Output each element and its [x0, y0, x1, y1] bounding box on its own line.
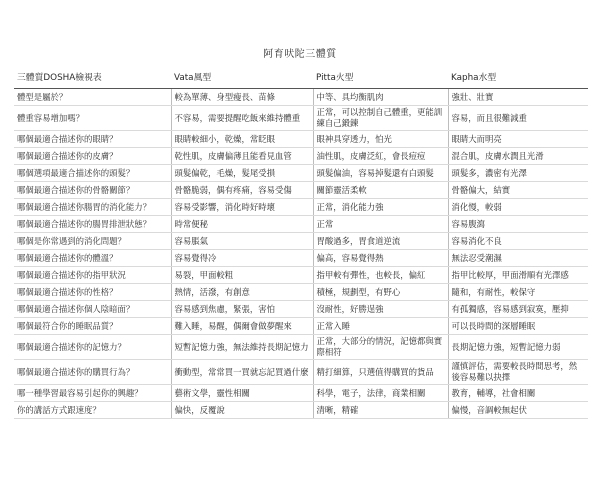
cell-kapha: 無法忍受潮濕	[448, 250, 588, 267]
table-row	[14, 335, 588, 360]
cell-question: 哪個是你常遇到的消化問題？	[14, 233, 171, 250]
cell-vata: 時常便秘	[171, 216, 313, 233]
table-row	[14, 318, 588, 335]
cell-kapha: 容易，而且很難減重	[448, 106, 588, 131]
table-row	[14, 199, 588, 216]
cell-pitta: 沒耐性，好勝逞強	[313, 301, 448, 318]
cell-pitta: 正常入睡	[313, 318, 448, 335]
cell-pitta: 正常，大部分的情況，記憶都與實際相符	[313, 335, 448, 360]
cell-kapha: 混合肌，皮膚水潤且光滑	[448, 148, 588, 165]
table-row	[14, 250, 588, 267]
cell-pitta: 偏高，容易覺得熱	[313, 250, 448, 267]
cell-kapha: 有孤獨感，容易感到寂寞，壓抑	[448, 301, 588, 318]
table-row	[14, 216, 588, 233]
cell-question: 哪個最適合描述你的性格？	[14, 284, 171, 301]
cell-pitta: 正常，消化能力強	[313, 199, 448, 216]
cell-kapha: 容易消化不良	[448, 233, 588, 250]
cell-kapha: 眼睛大而明亮	[448, 131, 588, 148]
cell-vata: 容易感到焦慮，緊張，害怕	[171, 301, 313, 318]
page-title: 阿育吠陀三體質	[263, 49, 337, 60]
cell-question: 哪一種學習最容易引起你的興趣？	[14, 385, 171, 402]
cell-question: 你的講話方式跟速度？	[14, 402, 171, 419]
cell-question: 體型是屬於？	[14, 89, 171, 106]
cell-question: 哪個最適合描述你的骨骼關節？	[14, 182, 171, 199]
cell-vata: 眼睛較細小，乾燥，常眨眼	[171, 131, 313, 148]
table-row	[14, 89, 588, 106]
header-question: 三體質DOSHA檢視表	[14, 64, 171, 89]
cell-kapha: 隨和，有耐性，較保守	[448, 284, 588, 301]
cell-question: 哪個最適合描述你的腸胃排泄狀態？	[14, 216, 171, 233]
cell-pitta: 關節靈活柔軟	[313, 182, 448, 199]
cell-question: 哪個最適合描述你的指甲狀況	[14, 267, 171, 284]
dosha-table	[14, 64, 588, 419]
table-row	[14, 182, 588, 199]
cell-kapha: 指甲比較厚，甲面滑順有光澤感	[448, 267, 588, 284]
cell-vata: 偏快，反覆說	[171, 402, 313, 419]
cell-kapha: 容易腹瀉	[448, 216, 588, 233]
cell-question: 哪個最適合描述你腸胃的消化能力？	[14, 199, 171, 216]
cell-pitta: 積極，規劃型，有野心	[313, 284, 448, 301]
cell-pitta: 眼神具穿透力，怕光	[313, 131, 448, 148]
table-row	[14, 106, 588, 131]
cell-vata: 較為單薄、身型瘦長、苗條	[171, 89, 313, 106]
table-row	[14, 267, 588, 284]
header-kapha: Kapha水型	[448, 64, 588, 89]
table-row	[14, 131, 588, 148]
cell-kapha: 頭髮多，濃密有光澤	[448, 165, 588, 182]
cell-kapha: 可以長時間的深層睡眠	[448, 318, 588, 335]
table-row	[14, 148, 588, 165]
cell-pitta: 正常，可以控制自己體重，更能訓練自己鍛鍊	[313, 106, 448, 131]
cell-pitta: 油性肌，皮膚泛紅，會長痘痘	[313, 148, 448, 165]
table-row	[14, 165, 588, 182]
cell-vata: 難入睡，易醒，偶爾會做夢醒來	[171, 318, 313, 335]
cell-kapha: 長期記憶力強，短暫記憶力弱	[448, 335, 588, 360]
cell-question: 哪個最適合描述你的體溫？	[14, 250, 171, 267]
cell-kapha: 謹慎評估，需要較長時間思考，然後容易難以抉擇	[448, 360, 588, 385]
cell-pitta: 精打細算，只選值得購買的貨品	[313, 360, 448, 385]
cell-vata: 容易覺得冷	[171, 250, 313, 267]
table-row	[14, 301, 588, 318]
cell-vata: 衝動型，常常買一買就忘記買過什麼	[171, 360, 313, 385]
cell-kapha: 骨骼偏大，結實	[448, 182, 588, 199]
cell-pitta: 胃酸過多，胃食道逆流	[313, 233, 448, 250]
cell-question: 哪個最符合你的睡眠品質？	[14, 318, 171, 335]
header-pitta: Pitta火型	[313, 64, 448, 89]
cell-vata: 容易脹氣	[171, 233, 313, 250]
cell-pitta: 清晰，精確	[313, 402, 448, 419]
cell-vata: 不容易，需要提醒吃飯來維持體重	[171, 106, 313, 131]
cell-kapha: 偏慢，音調較無起伏	[448, 402, 588, 419]
cell-question: 哪個最適合描述你的購買行為？	[14, 360, 171, 385]
cell-kapha: 強壯、壯實	[448, 89, 588, 106]
cell-vata: 易裂，甲面較粗	[171, 267, 313, 284]
cell-vata: 熱情，活潑，有創意	[171, 284, 313, 301]
cell-vata: 短暫記憶力強，無法維持長期記憶力	[171, 335, 313, 360]
cell-pitta: 正常	[313, 216, 448, 233]
cell-pitta: 頭髮偏油，容易掉髮還有白頭髮	[313, 165, 448, 182]
table-row	[14, 402, 588, 419]
cell-vata: 容易受影響，消化時好時壞	[171, 199, 313, 216]
table-row	[14, 233, 588, 250]
header-row	[14, 64, 588, 89]
cell-kapha: 教育，輔導，社會相關	[448, 385, 588, 402]
cell-vata: 乾性肌，皮膚偏薄且能看見血管	[171, 148, 313, 165]
table-row	[14, 284, 588, 301]
cell-pitta: 中等、具均衡肌肉	[313, 89, 448, 106]
cell-question: 體重容易增加嗎？	[14, 106, 171, 131]
table-row	[14, 385, 588, 402]
cell-kapha: 消化慢，較弱	[448, 199, 588, 216]
header-vata: Vata風型	[171, 64, 313, 89]
cell-question: 哪個最適合描述你個人陰暗面？	[14, 301, 171, 318]
cell-pitta: 指甲較有彈性，也較長，偏紅	[313, 267, 448, 284]
cell-question: 哪個選項最適合描述你的頭髮？	[14, 165, 171, 182]
cell-vata: 頭髮偏乾，毛燥，髮尾受損	[171, 165, 313, 182]
cell-pitta: 科學，電子，法律，商業相關	[313, 385, 448, 402]
cell-vata: 骨骼脆弱，偶有疼痛，容易受傷	[171, 182, 313, 199]
cell-question: 哪個最適合描述你的皮膚？	[14, 148, 171, 165]
cell-question: 哪個最適合描述你的記憶力？	[14, 335, 171, 360]
cell-vata: 藝術文學，靈性相關	[171, 385, 313, 402]
table-row	[14, 360, 588, 385]
cell-question: 哪個最適合描述你的眼睛？	[14, 131, 171, 148]
